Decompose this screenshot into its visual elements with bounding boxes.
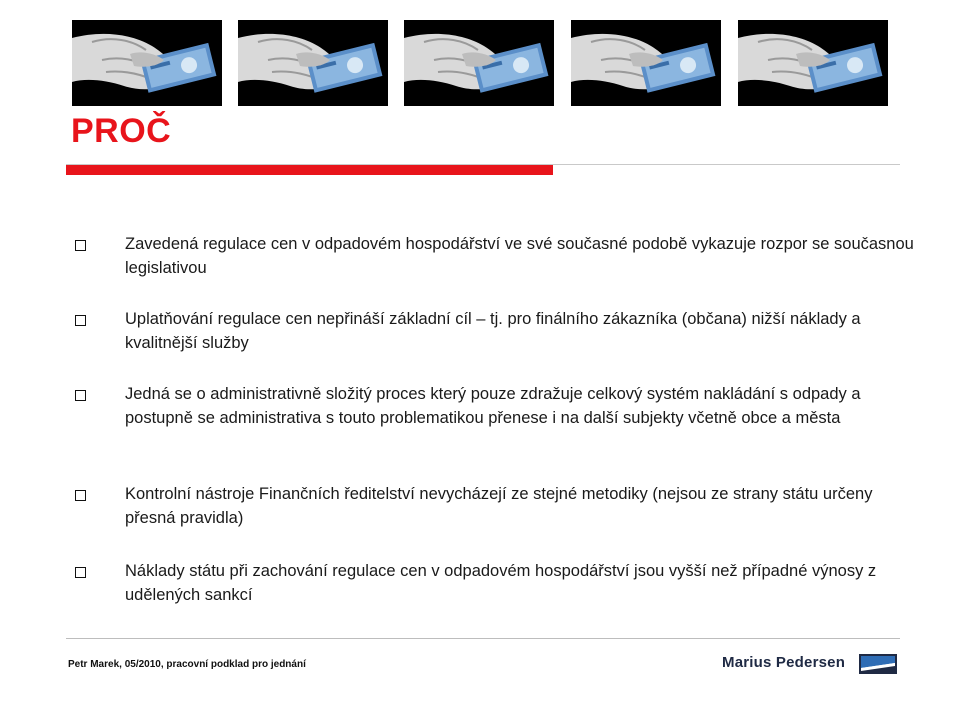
bullet-square-icon	[75, 567, 86, 578]
photo-hand-banknotes	[72, 20, 222, 106]
slide-title: PROČ	[71, 112, 172, 150]
bullet-text: Náklady státu při zachování regulace cen v odpadovém hospodářství jsou vyšší než případné výnosy z udělených sankcí	[125, 562, 877, 604]
bullet-square-icon	[75, 390, 86, 401]
brand-logo-icon	[859, 654, 897, 674]
photo-hand-banknotes	[571, 20, 721, 106]
bullet-square-icon	[75, 490, 86, 501]
bullet-square-icon	[75, 240, 86, 251]
photo-hand-banknotes	[738, 20, 888, 106]
photo-hand-banknotes	[238, 20, 388, 106]
footer-divider	[66, 638, 900, 639]
bullet-square-icon	[75, 315, 86, 326]
bullet-text: Uplatňování regulace cen nepřináší základní cíl – tj. pro finálního zákazníka (občana) nižší náklady a kvalitnější služby	[125, 310, 861, 352]
brand-name: Marius Pedersen	[722, 654, 846, 671]
footer-note: Petr Marek, 05/2010, pracovní podklad pro jednání	[68, 659, 306, 670]
photo-strip	[72, 20, 890, 106]
bullet-text: Kontrolní nástroje Finančních ředitelství nevycházejí ze stejné metodiky (nejsou ze strany státu určeny přesná pravidla)	[125, 485, 873, 527]
bullet-text: Jedná se o administrativně složitý proces který pouze zdražuje celkový systém nakládání s odpady a postupně se administrativa s touto problematikou přenese i na další subjekty včetně obce a města	[125, 385, 861, 427]
title-accent-bar	[66, 165, 553, 175]
photo-hand-banknotes	[404, 20, 554, 106]
bullet-text: Zavedená regulace cen v odpadovém hospodářství ve své současné podobě vykazuje rozpor se současnou legislativou	[125, 235, 914, 277]
